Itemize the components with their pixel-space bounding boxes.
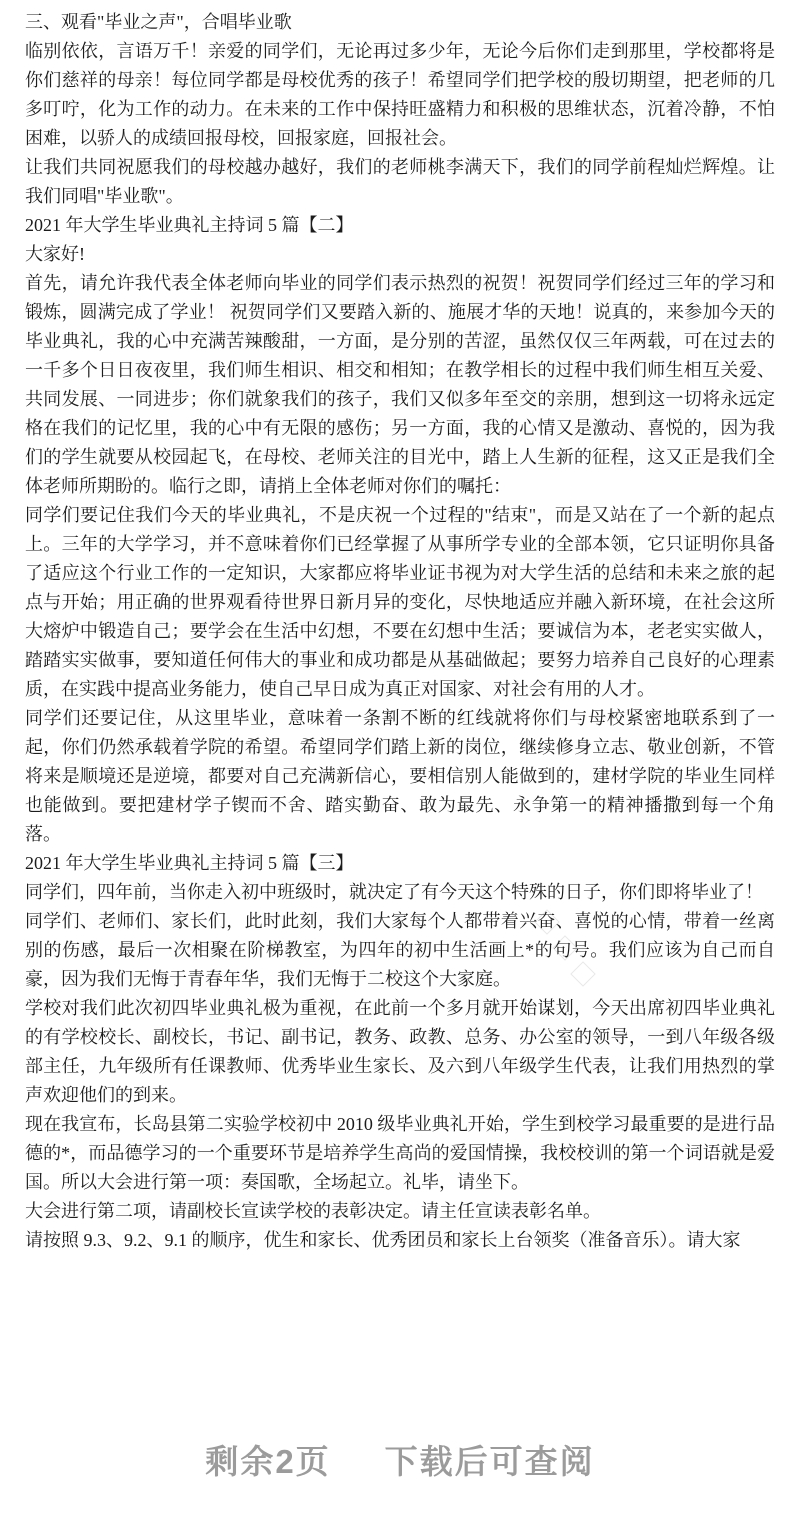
doc-paragraph: 让我们共同祝愿我们的母校越办越好，我们的老师桃李满天下，我们的同学前程灿烂辉煌。让我们同唱"毕业歌"。: [25, 157, 775, 206]
doc-paragraph: 同学们，四年前，当你走入初中班级时，就决定了有今天这个特殊的日子，你们即将毕业了！: [25, 882, 763, 902]
section-heading: 2021 年大学生毕业典礼主持词 5 篇【三】: [25, 853, 354, 873]
doc-paragraph: 首先，请允许我代表全体老师向毕业的同学们表示热烈的祝贺！祝贺同学们经过三年的学习和锻炼，圆满完成了学业！ 祝贺同学们又要踏入新的、施展才华的天地！说真的，来参加今天的毕业典礼，我的心中充满苦辣酸甜，一方面，是分别的苦涩，虽然仅仅三年两载，可在过去的一千多个日日夜夜里，我们师生相识、相交和相知；在教学相长的过程中我们师生相互关爱、共同发展、一同进步；你们就象我们的孩子，我们又似多年至交的亲朋，想到这一切将永远定格在我们的记忆里，我的心中有无限的感伤；另一方面，我的心情又是激动、喜悦的，因为我们的学生就要从校园起飞，在母校、老师关注的目光中，踏上人生新的征程，这又正是我们全体老师所期盼的。临行之即，请捎上全体老师对你们的嘱托：: [25, 273, 775, 496]
doc-paragraph: 同学们、老师们、家长们，此时此刻，我们大家每个人都带着兴奋、喜悦的心情，带着一丝离别的伤感，最后一次相聚在阶梯教室，为四年的初中生活画上*的句号。我们应该为自己而自豪，因为我们无悔于青春年华，我们无悔于二校这个大家庭。: [25, 911, 775, 989]
remaining-pages-banner: [0, 1436, 800, 1483]
doc-paragraph: 大会进行第二项，请副校长宣读学校的表彰决定。请主任宣读表彰名单。: [25, 1201, 601, 1221]
doc-paragraph: 现在我宣布，长岛县第二实验学校初中 2010 级毕业典礼开始，学生到校学习最重要的是进行品德的*，而品德学习的一个重要环节是培养学生高尚的爱国情操，我校校训的第一个词语就是爱国。所以大会进行第一项：奏国歌，全场起立。礼毕，请坐下。: [25, 1114, 775, 1192]
section-heading: 2021 年大学生毕业典礼主持词 5 篇【二】: [25, 215, 354, 235]
doc-paragraph: 请按照 9.3、9.2、9.1 的顺序，优生和家长、优秀团员和家长上台领奖（准备音乐）。请大家: [25, 1230, 741, 1250]
doc-paragraph: 临别依依，言语万千！亲爱的同学们，无论再过多少年，无论今后你们走到那里，学校都将是你们慈祥的母亲！每位同学都是母校优秀的孩子！希望同学们把学校的殷切期望，把老师的几多叮咛，化为工作的动力。在未来的工作中保持旺盛精力和积极的思维状态，沉着冷静，不怕困难，以骄人的成绩回报母校，回报家庭，回报社会。: [25, 41, 775, 148]
doc-paragraph: 学校对我们此次初四毕业典礼极为重视，在此前一个多月就开始谋划，今天出席初四毕业典礼的有学校校长、副校长，书记、副书记，教务、政教、总务、办公室的领导，一到八年级各级部主任，九年级所有任课教师、优秀毕业生家长、及六到八年级学生代表，让我们用热烈的掌声欢迎他们的到来。: [25, 998, 775, 1105]
doc-paragraph: 同学们要记住我们今天的毕业典礼，不是庆祝一个过程的"结束"，而是又站在了一个新的起点上。三年的大学学习，并不意味着你们已经掌握了从事所学专业的全部本领，它只证明你具备了适应这个行业工作的一定知识，大家都应将毕业证书视为对大学生活的总结和未来之旅的起点与开始；用正确的世界观看待世界日新月异的变化，尽快地适应并融入新环境，在社会这所大熔炉中锻造自己；要学会在生活中幻想，不要在幻想中生活；要诚信为本，老老实实做人，踏踏实实做事，要知道任何伟大的事业和成功都是从基础做起；要努力培养自己良好的心理素质，在实践中提高业务能力，使自己早日成为真正对国家、对社会有用的人才。: [25, 505, 775, 699]
doc-paragraph: 同学们还要记住，从这里毕业，意味着一条割不断的红线就将你们与母校紧密地联系到了一起，你们仍然承载着学院的希望。希望同学们踏上新的岗位，继续修身立志、敬业创新，不管将来是顺境还是逆境，都要对自己充满新信心，要相信别人能做到的，建材学院的毕业生同样也能做到。要把建材学子锲而不舍、踏实勤奋、敢为最先、永争第一的精神播撒到每一个角落。: [25, 708, 775, 844]
section-heading: 三、观看"毕业之声"，合唱毕业歌: [25, 12, 292, 32]
remaining-pages-label: 剩余2页: [205, 1443, 331, 1480]
download-hint-label: 下载后可查阅: [384, 1443, 595, 1480]
doc-paragraph: 大家好!: [25, 244, 85, 264]
